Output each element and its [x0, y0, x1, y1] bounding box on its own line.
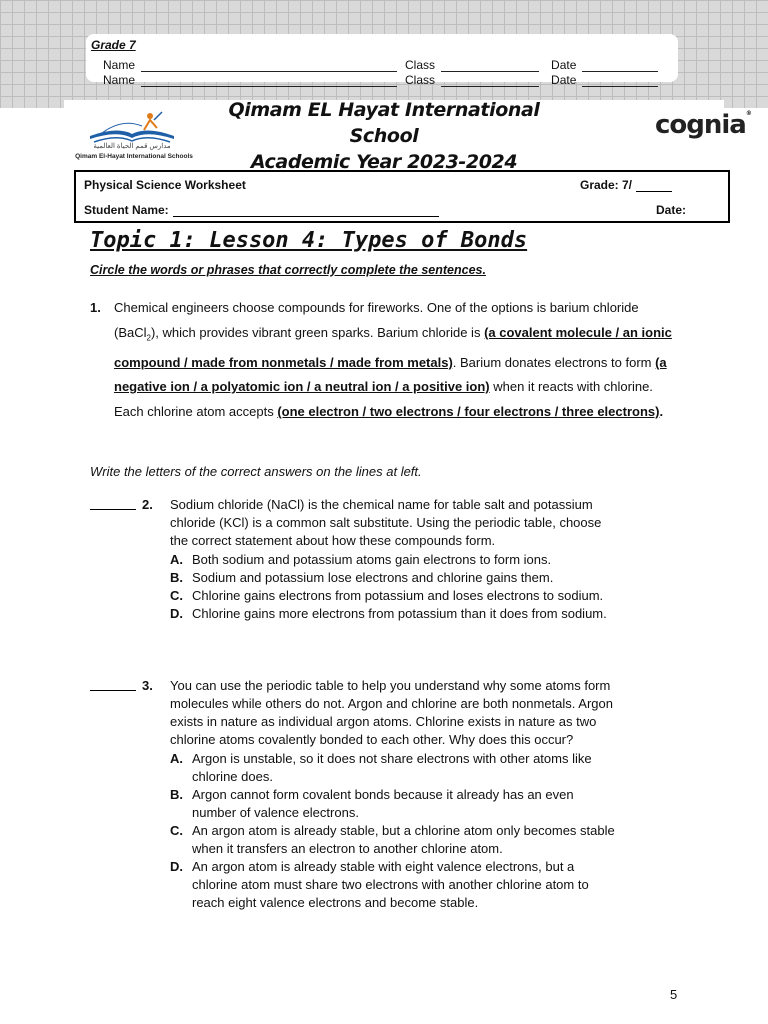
name-label: Name	[103, 58, 136, 72]
q1-text-part: Chemical engineers choose compounds for fireworks. One of the options is barium chloride (BaCl	[114, 300, 639, 340]
options-list	[90, 750, 620, 912]
question-number: 2.	[142, 497, 153, 512]
school-name: Qimam EL Hayat International School	[228, 99, 540, 147]
letters-instruction: Write the letters of the correct answers on the lines at left.	[90, 464, 422, 479]
grade-label: Grade: 7/	[580, 178, 633, 192]
worksheet-title: Physical Science Worksheet	[84, 178, 246, 192]
cognia-logo	[655, 110, 751, 140]
option-text: Chlorine gains more electrons from potassium than it does from sodium.	[192, 606, 607, 621]
lesson-title: Topic 1: Lesson 4: Types of Bonds	[90, 228, 528, 253]
question-1-text	[114, 296, 686, 425]
date-line[interactable]	[582, 76, 658, 87]
grade-field	[580, 178, 672, 192]
option-d	[170, 858, 620, 912]
option-letter: C.	[170, 823, 183, 838]
answer-blank[interactable]	[90, 677, 136, 691]
name-line[interactable]	[141, 76, 397, 87]
q1-text-part: when it reacts with chlorine. Each chlorine atom accepts	[114, 379, 653, 419]
option-letter: A.	[170, 552, 183, 567]
option-c	[170, 822, 620, 858]
option-text: Both sodium and potassium atoms gain electrons to form ions.	[192, 552, 552, 567]
option-text: Chlorine gains electrons from potassium and loses electrons to sodium.	[192, 588, 604, 603]
question-2	[90, 496, 620, 623]
class-label: Class	[405, 73, 436, 87]
worksheet-date-label: Date:	[656, 203, 687, 217]
academic-year: Academic Year 2023-2024	[250, 151, 518, 173]
option-text: An argon atom is already stable, but a chlorine atom only becomes stable when it transfers an electron to another chlorine atom.	[192, 823, 615, 856]
question-stem: Sodium chloride (NaCl) is the chemical name for table salt and potassium chloride (KCl) is a common salt substitute. Using the periodic table, choose the correct statement about how these compounds form.	[170, 497, 602, 548]
option-text: Sodium and potassium lose electrons and chlorine gains them.	[192, 570, 554, 585]
class-line[interactable]	[441, 76, 539, 87]
q1-text-part: ), which provides vibrant green sparks. Barium chloride is	[150, 324, 485, 340]
page-number: 5	[670, 987, 678, 1002]
question-number: 3.	[142, 678, 153, 693]
logo-english-text: Qimam El-Hayat International Schools	[75, 153, 193, 160]
logo-arabic-text: مدارس قمم الحياة العالمية	[93, 143, 171, 150]
question-3	[90, 677, 620, 912]
worksheet-info-box	[74, 170, 730, 223]
grade-line[interactable]	[636, 181, 672, 192]
option-letter: B.	[170, 787, 183, 802]
name-class-card	[86, 34, 678, 87]
question-stem: You can use the periodic table to help you understand why some atoms form molecules while others do not. Argon and chlorine are both nonmetals. Argon exists in nature as individual argon atoms. Chlorine exists in nature as two chlorine atoms covalently bonded to each other. Why does this occur?	[170, 678, 613, 747]
trademark-icon: ®	[745, 110, 751, 117]
name-line[interactable]	[141, 61, 397, 72]
date-label: Date	[551, 58, 577, 72]
q1-choice-2[interactable]: (a negative ion / a polyatomic ion / a neutral ion / a positive ion)	[114, 354, 667, 395]
option-text: Argon cannot form covalent bonds because it already has an even number of valence electrons.	[192, 787, 574, 820]
student-name-line[interactable]	[173, 206, 439, 217]
q1-text-part: .	[659, 403, 664, 419]
option-letter: B.	[170, 570, 183, 585]
name-row-2	[103, 73, 673, 87]
option-a	[170, 551, 620, 569]
question-1	[90, 296, 686, 425]
circle-instruction: Circle the words or phrases that correctly complete the sentences.	[90, 263, 486, 277]
q1-subscript: 2	[146, 333, 151, 343]
option-letter: D.	[170, 859, 183, 874]
class-label: Class	[405, 58, 436, 72]
question-number: 1.	[90, 300, 101, 315]
grade-tag: Grade 7	[91, 38, 136, 52]
option-b	[170, 569, 620, 587]
date-label: Date	[551, 73, 577, 87]
option-letter: D.	[170, 606, 183, 621]
option-b	[170, 786, 620, 822]
school-heading	[196, 97, 572, 175]
answer-blank[interactable]	[90, 496, 136, 510]
student-name-label: Student Name:	[84, 203, 169, 217]
option-text: Argon is unstable, so it does not share electrons with other atoms like chlorine does.	[192, 751, 592, 784]
class-line[interactable]	[441, 61, 539, 72]
option-a	[170, 750, 620, 786]
options-list	[90, 551, 620, 623]
cognia-wordmark: cognia	[655, 110, 746, 140]
option-d	[170, 605, 620, 623]
name-label: Name	[103, 73, 136, 87]
option-letter: A.	[170, 751, 183, 766]
q1-choice-1[interactable]: (a covalent molecule / an ionic compound / made from nonmetals / made from metals)	[114, 324, 672, 370]
header-banner	[0, 0, 768, 108]
q1-text-part: . Barium donates electrons to form	[452, 354, 656, 370]
name-row-1	[103, 58, 673, 72]
option-letter: C.	[170, 588, 183, 603]
student-name-field	[84, 203, 439, 217]
date-line[interactable]	[582, 61, 658, 72]
q1-choice-3[interactable]: (one electron / two electrons / four electrons / three electrons)	[277, 403, 660, 419]
option-text: An argon atom is already stable with eight valence electrons, but a chlorine atom must share two electrons with another chlorine atom to reach eight valence electrons and become stable.	[192, 859, 589, 910]
option-c	[170, 587, 620, 605]
